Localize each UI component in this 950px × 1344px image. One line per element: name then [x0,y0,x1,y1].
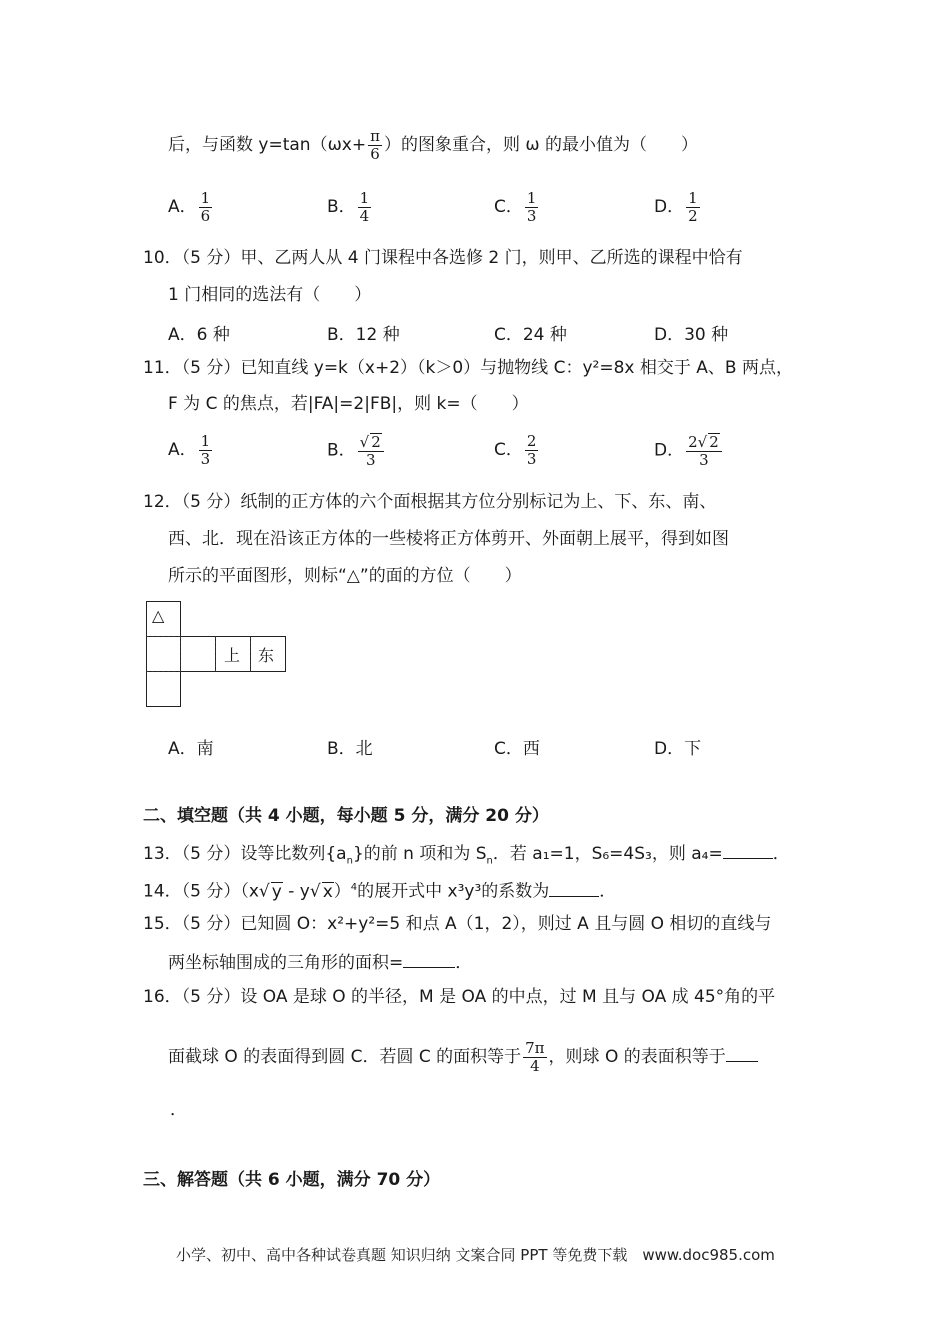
q10-stem-line2: 1 门相同的选法有（ ） [168,285,372,305]
q10-stem-line1: 10．（5 分）甲、乙两人从 4 门课程中各选修 2 门，则甲、乙所选的课程中恰有 [143,248,743,268]
q14-answer-blank[interactable] [549,878,599,897]
q16-stem-line2: 面截球 O 的表面得到圆 C．若圆 C 的面积等于 $\frac{7\pi}{4}$ ，则球 O 的表面积等于 [168,1040,758,1074]
q11-stem-line2: F 为 C 的焦点，若|FA|=2|FB|，则 k=（ ） [168,394,529,414]
net-label-top: 上 [224,646,241,665]
q12-option-c[interactable]: C．西 [494,739,540,759]
net-face-bottom [146,671,181,707]
net-face-middle [180,636,216,672]
q14-stem: 14．（5 分）（x√ y - y√ x）$^4$的展开式中 x³y³的系数为 ． [143,876,616,904]
sqrt-icon: √ [697,433,708,451]
q11-option-d[interactable]: D． $\frac{2√ 2}{3}$ [654,433,724,468]
sqrt-icon: √ [258,881,270,902]
q16-answer-blank[interactable] [726,1043,758,1062]
q15-answer-blank[interactable] [403,949,455,968]
section-2-heading: 二、填空题（共 4 小题，每小题 5 分，满分 20 分） [143,806,549,826]
q11-stem-line1: 11．（5 分）已知直线 y=k（x+2）（k＞0）与抛物线 C：y²=8x 相交于 A、B 两点， [143,358,793,378]
q9-option-b[interactable]: B． $\frac{1}{4}$ [327,189,370,225]
q16-stem-line1: 16．（5 分）设 OA 是球 O 的半径，M 是 OA 的中点，过 M 且与 OA 成 45°角的平 [143,987,776,1007]
q9-option-a[interactable]: A． $\frac{1}{6}$ [168,189,211,225]
q15-stem-line1: 15．（5 分）已知圆 O：x²+y²=5 和点 A（1，2），则过 A 且与圆 O 相切的直线与 [143,914,772,934]
q9-option-d[interactable]: D． $\frac{1}{2}$ [654,189,698,225]
q11-option-c[interactable]: C． $\frac{2}{3}$ [494,432,537,468]
net-label-east: 东 [258,646,275,665]
q11-option-b[interactable]: B． $\frac{√ 2}{3}$ [327,433,386,468]
net-face-left [146,636,181,672]
sqrt-icon: √ [359,433,370,451]
q9-stem: 后，与函数 y=tan（ωx+ $\frac{\pi}{6}$ ）的图象重合，则 ω 的最小值为（ ） [168,127,699,163]
q12-stem-line1: 12．（5 分）纸制的正方体的六个面根据其方位分别标记为上、下、东、南、 [143,492,717,512]
q10-option-a[interactable]: A．6 种 [168,325,230,345]
q9-option-c[interactable]: C． $\frac{1}{3}$ [494,189,537,225]
q16-fraction: $\frac{7\pi}{4}$ [525,1039,545,1075]
q9-fraction: $\frac{\pi}{6}$ [370,127,380,163]
q12-stem-line3: 所示的平面图形，则标“△”的面的方位（ ） [168,566,522,586]
q15-stem-line2: 两坐标轴围成的三角形的面积= ． [168,949,472,975]
q10-option-c[interactable]: C．24 种 [494,325,567,345]
section-3-heading: 三、解答题（共 6 小题，满分 70 分） [143,1170,441,1190]
q13-stem: 13．（5 分）设等比数列$\{a_n\}$的前 n 项和为 $S_n$．若 a₁=1，S₆=4S₃，则 a₄= ． [143,840,790,873]
q12-stem-line2: 西、北．现在沿该正方体的一些棱将正方体剪开、外面朝上展平，得到如图 [168,529,729,549]
sqrt-icon: √ [309,881,321,902]
page-footer: 小学、初中、高中各种试卷真题 知识归纳 文案合同 PPT 等免费下载 www.doc985.com [176,1246,775,1264]
triangle-icon: △ [152,606,165,625]
q11-option-a[interactable]: A． $\frac{1}{3}$ [168,432,211,468]
q12-option-a[interactable]: A．南 [168,739,214,759]
q10-option-b[interactable]: B．12 种 [327,325,400,345]
q12-option-b[interactable]: B．北 [327,739,373,759]
q12-option-d[interactable]: D．下 [654,739,702,759]
q10-option-d[interactable]: D．30 种 [654,325,729,345]
q16-stem-line3: ． [170,1100,187,1120]
q13-answer-blank[interactable] [723,840,773,859]
